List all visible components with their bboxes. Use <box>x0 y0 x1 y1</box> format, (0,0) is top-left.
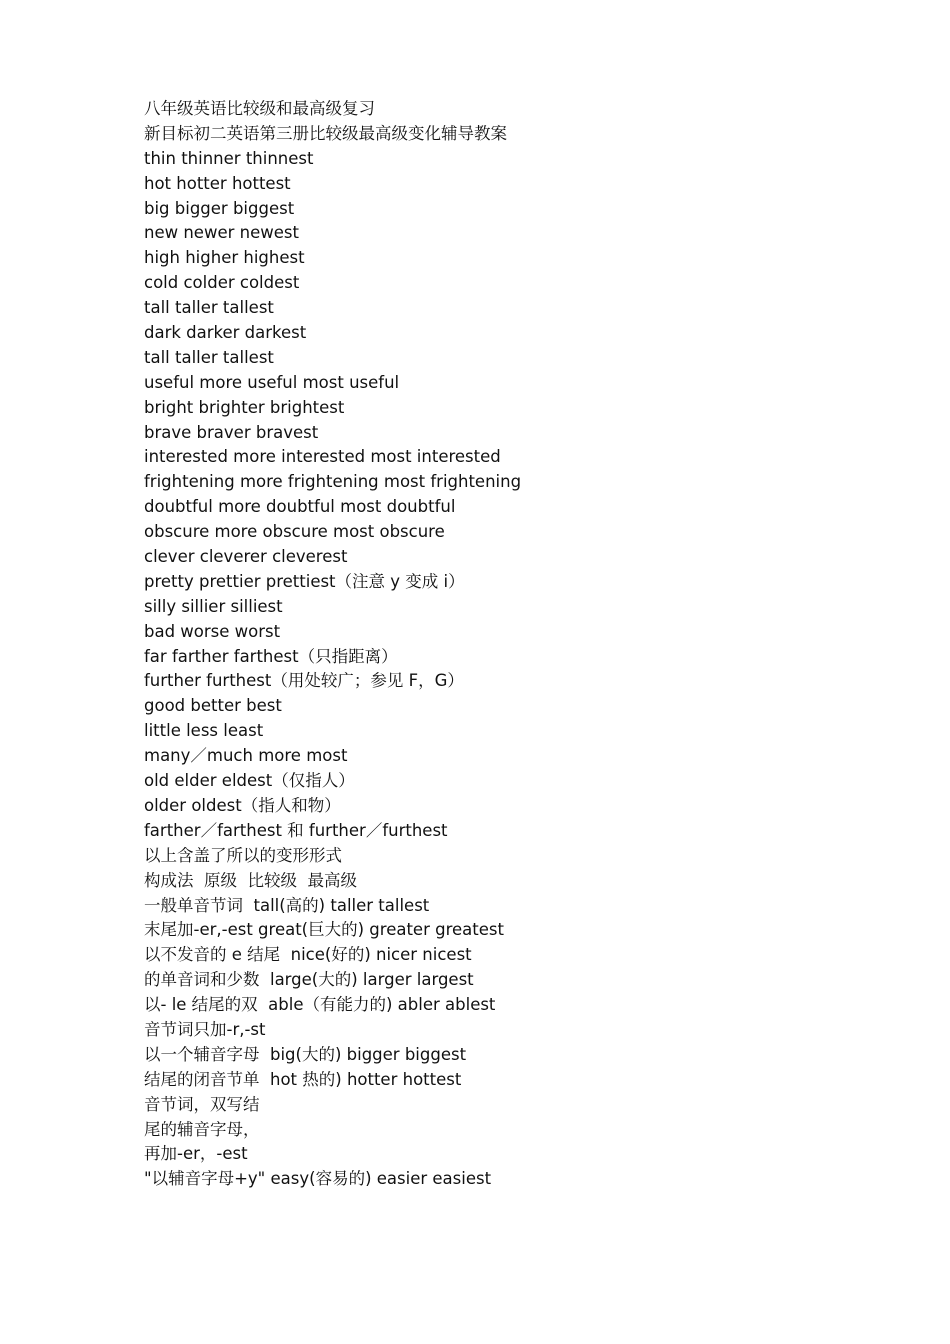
text-line: many／much more most <box>144 746 348 766</box>
text-line: 音节词只加-r,-st <box>144 1019 266 1039</box>
text-line: hot hotter hottest <box>144 173 291 193</box>
text-line: tall taller tallest <box>144 298 274 318</box>
text-line: interested more interested most interested <box>144 447 501 467</box>
text-line: far farther farthest（只指距离） <box>144 646 398 666</box>
text-line: doubtful more doubtful most doubtful <box>144 497 456 517</box>
document-subtitle: 新目标初二英语第三册比较级最高级变化辅导教案 <box>144 123 507 143</box>
text-line: 末尾加-er,-est great(巨大的) greater greatest <box>144 920 504 940</box>
text-line: 以不发音的 e 结尾 nice(好的) nicer nicest <box>144 945 472 965</box>
text-line: dark darker darkest <box>144 323 307 343</box>
text-line: useful more useful most useful <box>144 372 400 392</box>
text-line: new newer newest <box>144 223 299 243</box>
text-line: big bigger biggest <box>144 198 295 218</box>
text-line: 以上含盖了所以的变形形式 <box>144 845 342 865</box>
text-line: farther／farthest 和 further／furthest <box>144 820 448 840</box>
text-line: obscure more obscure most obscure <box>144 522 445 542</box>
text-line: clever cleverer cleverest <box>144 547 348 567</box>
text-line: 的单音词和少数 large(大的) larger largest <box>144 970 474 990</box>
text-line: good better best <box>144 696 282 716</box>
text-line: 以- le 结尾的双 able（有能力的) abler ablest <box>144 995 496 1015</box>
text-line: further furthest（用处较广；参见 F，G） <box>144 671 464 691</box>
text-line: old elder eldest（仅指人） <box>144 771 355 791</box>
text-line: high higher highest <box>144 248 305 268</box>
text-line: silly sillier silliest <box>144 596 283 616</box>
text-line: 以一个辅音字母 big(大的) bigger biggest <box>144 1044 467 1064</box>
text-line: 音节词，双写结 <box>144 1094 260 1114</box>
table-header-line: 构成法 原级 比较级 最高级 <box>144 870 357 890</box>
text-line: brave braver bravest <box>144 422 319 442</box>
text-line: 再加-er，-est <box>144 1144 248 1164</box>
text-line: older oldest（指人和物） <box>144 795 341 815</box>
text-line: "以辅音字母+y" easy(容易的) easier easiest <box>144 1169 492 1189</box>
text-line: 尾的辅音字母， <box>144 1119 260 1139</box>
text-line: bad worse worst <box>144 621 281 641</box>
text-line: frightening more frightening most frightening <box>144 472 522 492</box>
document-title: 八年级英语比较级和最高级复习 <box>144 99 375 118</box>
text-line: tall taller tallest <box>144 347 274 367</box>
text-line: thin thinner thinnest <box>144 148 314 168</box>
text-line: 一般单音节词 tall(高的) taller tallest <box>144 895 430 915</box>
document-body <box>144 97 904 1192</box>
text-line: 结尾的闭音节单 hot 热的) hotter hottest <box>144 1069 462 1089</box>
text-line: cold colder coldest <box>144 273 300 293</box>
text-line: pretty prettier prettiest（注意 y 变成 i） <box>144 571 465 591</box>
text-line: little less least <box>144 721 264 741</box>
text-line: bright brighter brightest <box>144 397 345 417</box>
